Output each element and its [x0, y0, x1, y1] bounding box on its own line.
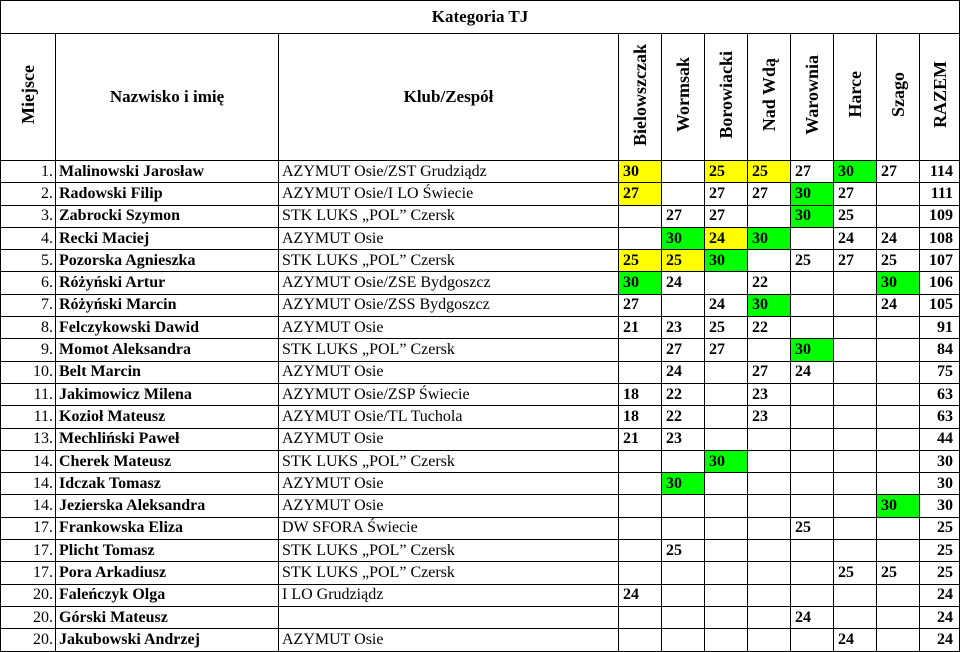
- score-cell: [662, 450, 705, 472]
- total-cell: 30: [920, 473, 960, 495]
- place-cell: 11.: [1, 406, 56, 428]
- name-cell: Radowski Filip: [56, 183, 279, 205]
- header-place: [1, 34, 56, 161]
- score-cell: 23: [748, 383, 791, 405]
- score-cell: [705, 428, 748, 450]
- score-cell: [662, 161, 705, 183]
- header-event-label: Bielowszczak: [630, 43, 650, 146]
- score-cell: 27: [619, 183, 662, 205]
- total-cell: 25: [920, 517, 960, 539]
- score-cell: 21: [619, 428, 662, 450]
- club-cell: AZYMUT Osie: [279, 473, 619, 495]
- header-place-label: Miejsce: [18, 65, 38, 124]
- total-cell: 63: [920, 406, 960, 428]
- name-cell: Plicht Tomasz: [56, 540, 279, 562]
- place-cell: 4.: [1, 227, 56, 249]
- score-cell: [662, 629, 705, 651]
- score-cell: [877, 540, 920, 562]
- score-cell: [791, 294, 834, 316]
- score-cell: [877, 606, 920, 628]
- score-cell: [662, 606, 705, 628]
- score-cell: 30: [791, 183, 834, 205]
- score-cell: 24: [662, 272, 705, 294]
- place-cell: 14.: [1, 473, 56, 495]
- score-cell: [705, 383, 748, 405]
- score-cell: [791, 383, 834, 405]
- header-event: [748, 34, 791, 161]
- club-cell: I LO Grudziądz: [279, 584, 619, 606]
- score-cell: 25: [619, 250, 662, 272]
- table-row: [1, 629, 960, 651]
- total-cell: 25: [920, 562, 960, 584]
- score-cell: [877, 183, 920, 205]
- score-cell: 27: [748, 361, 791, 383]
- score-cell: [834, 406, 877, 428]
- title-row: [1, 1, 960, 34]
- score-cell: 27: [705, 183, 748, 205]
- place-cell: 8.: [1, 317, 56, 339]
- score-cell: 24: [662, 361, 705, 383]
- score-cell: 22: [748, 272, 791, 294]
- place-cell: 6.: [1, 272, 56, 294]
- club-cell: STK LUKS „POL” Czersk: [279, 450, 619, 472]
- score-cell: [877, 428, 920, 450]
- place-cell: 10.: [1, 361, 56, 383]
- club-cell: [279, 606, 619, 628]
- score-cell: 25: [877, 562, 920, 584]
- place-cell: 14.: [1, 495, 56, 517]
- table-row: [1, 383, 960, 405]
- score-cell: [662, 562, 705, 584]
- score-cell: 25: [791, 517, 834, 539]
- name-cell: Pora Arkadiusz: [56, 562, 279, 584]
- score-cell: [791, 495, 834, 517]
- place-cell: 20.: [1, 584, 56, 606]
- score-cell: [705, 473, 748, 495]
- score-cell: 25: [834, 562, 877, 584]
- club-cell: AZYMUT Osie: [279, 317, 619, 339]
- score-cell: [705, 272, 748, 294]
- score-cell: [705, 606, 748, 628]
- table-row: [1, 250, 960, 272]
- score-cell: [877, 450, 920, 472]
- score-cell: [834, 517, 877, 539]
- total-cell: 25: [920, 540, 960, 562]
- score-cell: 24: [877, 294, 920, 316]
- score-cell: 27: [791, 161, 834, 183]
- club-cell: AZYMUT Osie/ZSS Bydgoszcz: [279, 294, 619, 316]
- score-cell: [834, 450, 877, 472]
- table-row: [1, 294, 960, 316]
- score-cell: [619, 629, 662, 651]
- score-cell: [748, 450, 791, 472]
- name-cell: Kozioł Mateusz: [56, 406, 279, 428]
- score-cell: [791, 317, 834, 339]
- score-cell: 27: [619, 294, 662, 316]
- score-cell: 24: [834, 629, 877, 651]
- score-cell: [791, 562, 834, 584]
- table-row: [1, 428, 960, 450]
- score-cell: 23: [662, 317, 705, 339]
- header-event: [791, 34, 834, 161]
- score-cell: [748, 250, 791, 272]
- header-row: [1, 34, 960, 161]
- score-cell: [791, 584, 834, 606]
- header-event-label: Szago: [888, 72, 908, 117]
- score-cell: [791, 406, 834, 428]
- score-cell: 25: [662, 250, 705, 272]
- score-cell: 27: [748, 183, 791, 205]
- name-cell: Górski Mateusz: [56, 606, 279, 628]
- name-cell: Jakubowski Andrzej: [56, 629, 279, 651]
- score-cell: [619, 227, 662, 249]
- total-cell: 108: [920, 227, 960, 249]
- score-cell: [877, 629, 920, 651]
- total-cell: 106: [920, 272, 960, 294]
- score-cell: [748, 540, 791, 562]
- name-cell: Różyński Artur: [56, 272, 279, 294]
- club-cell: STK LUKS „POL” Czersk: [279, 250, 619, 272]
- score-cell: [834, 339, 877, 361]
- club-cell: STK LUKS „POL” Czersk: [279, 562, 619, 584]
- score-cell: [834, 473, 877, 495]
- name-cell: Zabrocki Szymon: [56, 205, 279, 227]
- total-cell: 91: [920, 317, 960, 339]
- place-cell: 14.: [1, 450, 56, 472]
- table-row: [1, 227, 960, 249]
- score-cell: 25: [834, 205, 877, 227]
- score-cell: [748, 629, 791, 651]
- score-cell: [748, 339, 791, 361]
- place-cell: 17.: [1, 517, 56, 539]
- total-cell: 114: [920, 161, 960, 183]
- table-row: [1, 205, 960, 227]
- score-cell: [877, 584, 920, 606]
- score-cell: [748, 584, 791, 606]
- total-cell: 24: [920, 606, 960, 628]
- place-cell: 17.: [1, 562, 56, 584]
- name-cell: Recki Maciej: [56, 227, 279, 249]
- table-row: [1, 562, 960, 584]
- score-cell: [877, 517, 920, 539]
- score-cell: [877, 317, 920, 339]
- score-cell: 30: [877, 495, 920, 517]
- table-row: [1, 495, 960, 517]
- score-cell: [748, 517, 791, 539]
- score-cell: 30: [662, 227, 705, 249]
- score-cell: 18: [619, 383, 662, 405]
- header-event: [662, 34, 705, 161]
- total-cell: 111: [920, 183, 960, 205]
- score-cell: [877, 205, 920, 227]
- score-cell: 24: [705, 227, 748, 249]
- club-cell: AZYMUT Osie/ZSE Bydgoszcz: [279, 272, 619, 294]
- score-cell: [791, 428, 834, 450]
- table-row: [1, 517, 960, 539]
- name-cell: Momot Aleksandra: [56, 339, 279, 361]
- name-cell: Malinowski Jarosław: [56, 161, 279, 183]
- score-cell: 22: [662, 406, 705, 428]
- place-cell: 3.: [1, 205, 56, 227]
- header-event-label: Harce: [845, 71, 865, 118]
- name-cell: Cherek Mateusz: [56, 450, 279, 472]
- score-cell: 24: [877, 227, 920, 249]
- score-cell: [791, 629, 834, 651]
- score-cell: [791, 227, 834, 249]
- header-event-label: Nad Wdą: [759, 57, 779, 132]
- score-cell: 27: [877, 161, 920, 183]
- header-total-label: RAZEM: [929, 61, 950, 128]
- name-cell: Felczykowski Dawid: [56, 317, 279, 339]
- table-row: [1, 473, 960, 495]
- score-cell: 18: [619, 406, 662, 428]
- score-cell: [791, 272, 834, 294]
- score-cell: [619, 361, 662, 383]
- score-cell: 25: [791, 250, 834, 272]
- score-cell: [705, 517, 748, 539]
- score-cell: [877, 361, 920, 383]
- table-row: [1, 450, 960, 472]
- table-row: [1, 161, 960, 183]
- place-cell: 1.: [1, 161, 56, 183]
- header-event-label: Warownia: [802, 54, 822, 135]
- header-event: [619, 34, 662, 161]
- score-cell: [834, 606, 877, 628]
- score-cell: [834, 495, 877, 517]
- total-cell: 107: [920, 250, 960, 272]
- score-cell: [834, 428, 877, 450]
- score-cell: [834, 584, 877, 606]
- score-cell: [705, 540, 748, 562]
- header-name: Nazwisko i imię: [56, 34, 279, 161]
- header-event: [877, 34, 920, 161]
- name-cell: Mechliński Paweł: [56, 428, 279, 450]
- score-cell: 27: [834, 183, 877, 205]
- table-row: [1, 339, 960, 361]
- header-club: Klub/Zespół: [279, 34, 619, 161]
- table-row: [1, 584, 960, 606]
- score-cell: [748, 562, 791, 584]
- place-cell: 13.: [1, 428, 56, 450]
- score-cell: 24: [619, 584, 662, 606]
- club-cell: DW SFORA Świecie: [279, 517, 619, 539]
- table-row: [1, 272, 960, 294]
- score-cell: 30: [748, 227, 791, 249]
- table-row: [1, 317, 960, 339]
- club-cell: AZYMUT Osie/I LO Świecie: [279, 183, 619, 205]
- score-cell: 30: [619, 161, 662, 183]
- place-cell: 20.: [1, 629, 56, 651]
- name-cell: Jezierska Aleksandra: [56, 495, 279, 517]
- score-cell: [748, 495, 791, 517]
- score-cell: [705, 629, 748, 651]
- score-cell: 21: [619, 317, 662, 339]
- score-cell: 30: [834, 161, 877, 183]
- score-cell: [877, 406, 920, 428]
- score-cell: [791, 473, 834, 495]
- score-cell: [705, 406, 748, 428]
- score-cell: 22: [748, 317, 791, 339]
- score-cell: [662, 183, 705, 205]
- total-cell: 44: [920, 428, 960, 450]
- place-cell: 11.: [1, 383, 56, 405]
- score-cell: 22: [662, 383, 705, 405]
- score-cell: [662, 584, 705, 606]
- score-cell: 30: [791, 339, 834, 361]
- score-cell: [877, 339, 920, 361]
- table-row: [1, 361, 960, 383]
- score-cell: [834, 272, 877, 294]
- header-event: [834, 34, 877, 161]
- club-cell: AZYMUT Osie/ZST Grudziądz: [279, 161, 619, 183]
- total-cell: 30: [920, 450, 960, 472]
- total-cell: 30: [920, 495, 960, 517]
- table-row: [1, 540, 960, 562]
- club-cell: AZYMUT Osie: [279, 227, 619, 249]
- score-cell: [834, 294, 877, 316]
- club-cell: AZYMUT Osie/ZSP Świecie: [279, 383, 619, 405]
- total-cell: 24: [920, 629, 960, 651]
- name-cell: Pozorska Agnieszka: [56, 250, 279, 272]
- total-cell: 75: [920, 361, 960, 383]
- score-cell: [619, 473, 662, 495]
- score-cell: [619, 562, 662, 584]
- score-cell: 30: [705, 450, 748, 472]
- score-cell: 23: [748, 406, 791, 428]
- score-cell: [619, 495, 662, 517]
- club-cell: AZYMUT Osie: [279, 428, 619, 450]
- score-cell: [619, 339, 662, 361]
- score-cell: 27: [705, 339, 748, 361]
- name-cell: Różyński Marcin: [56, 294, 279, 316]
- header-event-label: Wormsak: [673, 56, 693, 132]
- score-cell: 30: [662, 473, 705, 495]
- score-cell: [619, 606, 662, 628]
- score-cell: [662, 517, 705, 539]
- header-event-label: Borowiacki: [716, 50, 736, 139]
- score-cell: [834, 317, 877, 339]
- score-cell: [705, 584, 748, 606]
- score-cell: [705, 361, 748, 383]
- club-cell: STK LUKS „POL” Czersk: [279, 540, 619, 562]
- header-event: [705, 34, 748, 161]
- score-cell: 30: [748, 294, 791, 316]
- score-cell: [748, 205, 791, 227]
- score-cell: 27: [834, 250, 877, 272]
- score-cell: [748, 428, 791, 450]
- name-cell: Idczak Tomasz: [56, 473, 279, 495]
- score-cell: 25: [705, 317, 748, 339]
- score-cell: [619, 517, 662, 539]
- score-cell: 27: [662, 339, 705, 361]
- score-cell: [834, 540, 877, 562]
- club-cell: STK LUKS „POL” Czersk: [279, 339, 619, 361]
- score-cell: [619, 540, 662, 562]
- score-cell: [834, 361, 877, 383]
- score-cell: [662, 495, 705, 517]
- total-cell: 105: [920, 294, 960, 316]
- header-total: [920, 34, 960, 161]
- name-cell: Faleńczyk Olga: [56, 584, 279, 606]
- score-cell: 23: [662, 428, 705, 450]
- score-cell: 27: [705, 205, 748, 227]
- score-cell: [877, 383, 920, 405]
- score-cell: 24: [834, 227, 877, 249]
- score-cell: 30: [877, 272, 920, 294]
- score-cell: [834, 383, 877, 405]
- place-cell: 7.: [1, 294, 56, 316]
- table-row: [1, 183, 960, 205]
- club-cell: AZYMUT Osie/TL Tuchola: [279, 406, 619, 428]
- score-cell: 30: [705, 250, 748, 272]
- table-row: [1, 606, 960, 628]
- score-cell: [662, 294, 705, 316]
- name-cell: Frankowska Eliza: [56, 517, 279, 539]
- score-cell: [748, 473, 791, 495]
- score-cell: [705, 495, 748, 517]
- club-cell: STK LUKS „POL” Czersk: [279, 205, 619, 227]
- score-cell: [791, 540, 834, 562]
- score-cell: 25: [748, 161, 791, 183]
- score-cell: 24: [791, 361, 834, 383]
- name-cell: Belt Marcin: [56, 361, 279, 383]
- score-cell: [619, 205, 662, 227]
- total-cell: 24: [920, 584, 960, 606]
- total-cell: 109: [920, 205, 960, 227]
- score-cell: 24: [791, 606, 834, 628]
- score-cell: 25: [705, 161, 748, 183]
- total-cell: 84: [920, 339, 960, 361]
- club-cell: AZYMUT Osie: [279, 629, 619, 651]
- score-cell: 30: [619, 272, 662, 294]
- score-cell: 27: [662, 205, 705, 227]
- place-cell: 2.: [1, 183, 56, 205]
- score-cell: [791, 450, 834, 472]
- score-cell: 24: [705, 294, 748, 316]
- score-cell: [705, 562, 748, 584]
- club-cell: AZYMUT Osie: [279, 495, 619, 517]
- place-cell: 5.: [1, 250, 56, 272]
- place-cell: 20.: [1, 606, 56, 628]
- place-cell: 9.: [1, 339, 56, 361]
- table-title: Kategoria TJ: [1, 1, 960, 34]
- total-cell: 63: [920, 383, 960, 405]
- place-cell: 17.: [1, 540, 56, 562]
- score-cell: 30: [791, 205, 834, 227]
- name-cell: Jakimowicz Milena: [56, 383, 279, 405]
- score-cell: [877, 473, 920, 495]
- score-cell: [748, 606, 791, 628]
- score-cell: 25: [877, 250, 920, 272]
- score-cell: 25: [662, 540, 705, 562]
- table-row: [1, 406, 960, 428]
- club-cell: AZYMUT Osie: [279, 361, 619, 383]
- score-cell: [619, 450, 662, 472]
